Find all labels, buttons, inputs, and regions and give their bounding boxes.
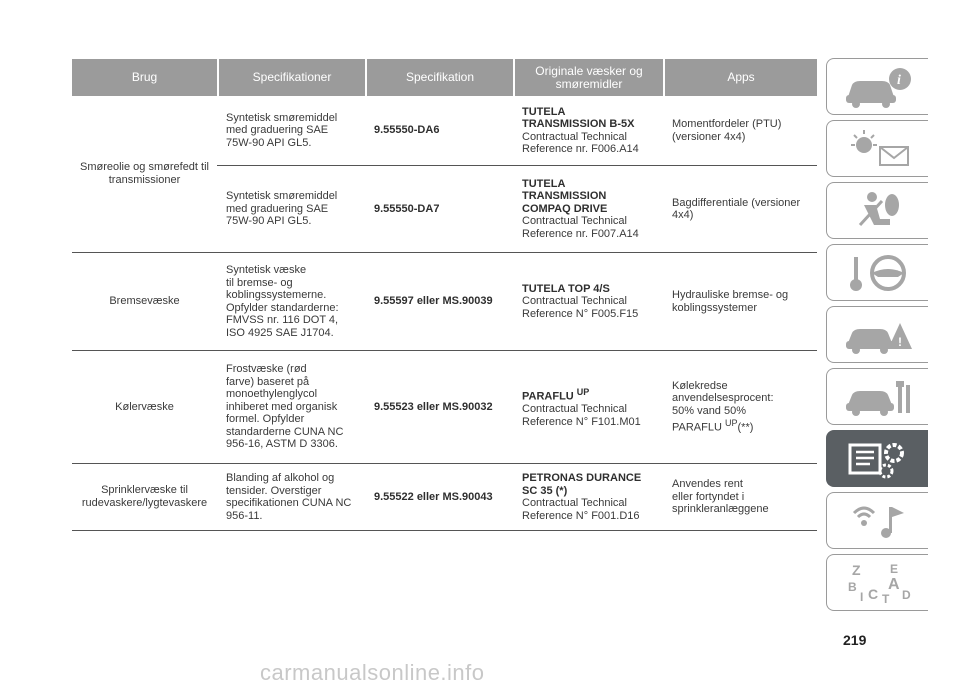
code-cell	[365, 351, 513, 463]
spec-text: Blanding af alkohol og tensider. Overstiger specifikationen CUNA NC 956-11.	[226, 472, 352, 522]
use-label: Bremsevæske	[109, 295, 180, 307]
table-header	[72, 59, 817, 96]
tab-service-maintenance[interactable]	[826, 368, 928, 425]
spec-text: Frostvæske (rød farve) baseret på monoethylenglycol inhiberet med organisk formel. Opfylder standarderne CUNA NC 956-16, ASTM D 3306.	[226, 363, 344, 451]
index-letter: A	[887, 575, 900, 593]
tab-technical-data[interactable]	[826, 430, 928, 487]
table-row	[217, 351, 817, 463]
spec-cell	[217, 351, 365, 463]
index-letter: C	[867, 585, 878, 602]
fluid-reference: Contractual Technical Reference nr. F006.A14	[522, 130, 639, 155]
svg-text:!: !	[897, 334, 902, 349]
code-text: 9.55550-DA7	[374, 202, 440, 215]
use-label: Smøreolie og smørefedt til transmissioner	[80, 161, 209, 186]
table-group-coolant	[72, 351, 817, 464]
tab-safety[interactable]	[826, 182, 928, 239]
fluid-name: TUTELA TRANSMISSION COMPAQ DRIVE	[522, 177, 608, 215]
index-letter: Z	[851, 561, 861, 578]
table-row	[217, 253, 817, 350]
index-letter: B	[847, 579, 857, 594]
tab-emergency[interactable]	[826, 306, 928, 363]
app-cell	[663, 166, 817, 252]
header-label: Specifikationer	[252, 70, 332, 84]
key-steering-wheel-icon	[842, 251, 914, 295]
app-cell	[663, 96, 817, 165]
app-cell	[663, 464, 817, 530]
use-cell	[72, 96, 217, 252]
app-cell	[663, 253, 817, 350]
fluid-reference: Contractual Technical Reference N° F101.M01	[522, 403, 641, 428]
svg-text:i: i	[896, 72, 901, 88]
fluid-cell	[513, 253, 663, 350]
fluid-name-superscript: UP	[576, 386, 590, 397]
use-cell	[72, 464, 217, 530]
alphabetical-index-icon	[842, 561, 914, 605]
car-breakdown-icon	[842, 313, 914, 357]
header-label: Brug	[131, 70, 158, 84]
fluid-reference: Contractual Technical Reference nr. F007.A14	[522, 215, 639, 240]
technical-data-icon	[842, 437, 914, 481]
tab-car-info[interactable]	[826, 58, 928, 115]
fluid-name: PETRONAS DURANCE SC 35 (*)	[522, 472, 642, 497]
fluid-reference: Contractual Technical Reference N° F005.F15	[522, 295, 639, 320]
header-specification	[365, 59, 513, 96]
airbag-seat-icon	[842, 189, 914, 233]
spec-text: Syntetisk smøremiddel med graduering SAE 75W-90 API GL5.	[226, 190, 338, 228]
header-original-fluids	[513, 59, 663, 96]
header-label: Originale væsker og smøremidler	[535, 63, 643, 91]
code-cell	[365, 96, 513, 165]
app-text: Bagdifferentiale (versioner 4x4)	[672, 196, 801, 221]
spec-text: Syntetisk væske til bremse- og koblingssystemerne. Opfylder standarderne: FMVSS nr. 116 DOT 4, ISO 4925 SAE J1704.	[226, 264, 339, 339]
table-group-brake-fluid	[72, 253, 817, 351]
car-service-icon	[842, 375, 914, 419]
index-letter: I	[859, 589, 863, 604]
header-use	[72, 59, 217, 96]
tab-warning-lights[interactable]	[826, 120, 928, 177]
header-apps	[663, 59, 817, 96]
header-label: Apps	[727, 70, 755, 84]
use-label: Sprinklervæske til rudevaskere/lygtevaskere	[81, 484, 208, 509]
app-text: Momentfordeler (PTU) (versioner 4x4)	[672, 118, 782, 143]
spec-cell	[217, 96, 365, 165]
index-letter: E	[889, 561, 898, 576]
spec-cell	[217, 166, 365, 252]
warning-light-message-icon	[842, 127, 914, 171]
spec-cell	[217, 253, 365, 350]
table-row	[217, 165, 817, 252]
chapter-tabs	[826, 58, 928, 616]
page-number: 219	[843, 632, 867, 648]
code-text: 9.55597 eller MS.90039	[374, 295, 493, 308]
table-row	[217, 464, 817, 530]
code-text: 9.55523 eller MS.90032	[374, 400, 493, 413]
multimedia-icon	[842, 499, 914, 543]
code-cell	[365, 464, 513, 530]
fluid-cell	[513, 351, 663, 463]
table-row	[217, 96, 817, 165]
use-cell	[72, 253, 217, 350]
code-cell	[365, 253, 513, 350]
use-label: Kølervæske	[115, 400, 174, 413]
watermark: carmanualsonline.info	[260, 660, 485, 685]
app-superscript: UP	[724, 418, 738, 429]
app-text: Kølekredse anvendelsesprocent: 50% vand 50% PARAFLU	[672, 379, 774, 434]
fluid-cell	[513, 464, 663, 530]
tab-multimedia[interactable]	[826, 492, 928, 549]
use-cell	[72, 351, 217, 463]
app-text: Hydrauliske bremse- og koblingssystemer	[672, 289, 789, 314]
spec-text: Syntetisk smøremiddel med graduering SAE 75W-90 API GL5.	[226, 111, 338, 149]
fluid-cell	[513, 166, 663, 252]
car-info-icon	[842, 65, 914, 109]
fluid-cell	[513, 96, 663, 165]
app-cell	[663, 351, 817, 463]
fluid-reference: Contractual Technical Reference N° F001.D16	[522, 497, 640, 522]
table-group-washer-fluid	[72, 464, 817, 531]
header-specifications	[217, 59, 365, 96]
index-letter: T	[881, 591, 889, 605]
index-letter: D	[901, 587, 911, 602]
code-cell	[365, 166, 513, 252]
fluid-name: PARAFLU	[522, 390, 574, 403]
fluid-name: TUTELA TRANSMISSION B-5X	[522, 105, 635, 130]
app-footnote-mark: (**)	[737, 421, 754, 434]
app-text: Anvendes rent eller fortyndet i sprinkleranlæggene	[672, 478, 769, 516]
code-text: 9.55522 eller MS.90043	[374, 490, 493, 503]
fluids-table	[72, 59, 817, 531]
code-text: 9.55550-DA6	[374, 124, 440, 137]
spec-cell	[217, 464, 365, 530]
table-group-transmission	[72, 96, 817, 253]
fluid-name: TUTELA TOP 4/S	[522, 282, 610, 295]
tab-index[interactable]	[826, 554, 928, 611]
tab-starting-driving[interactable]	[826, 244, 928, 301]
header-label: Specifikation	[405, 70, 475, 84]
